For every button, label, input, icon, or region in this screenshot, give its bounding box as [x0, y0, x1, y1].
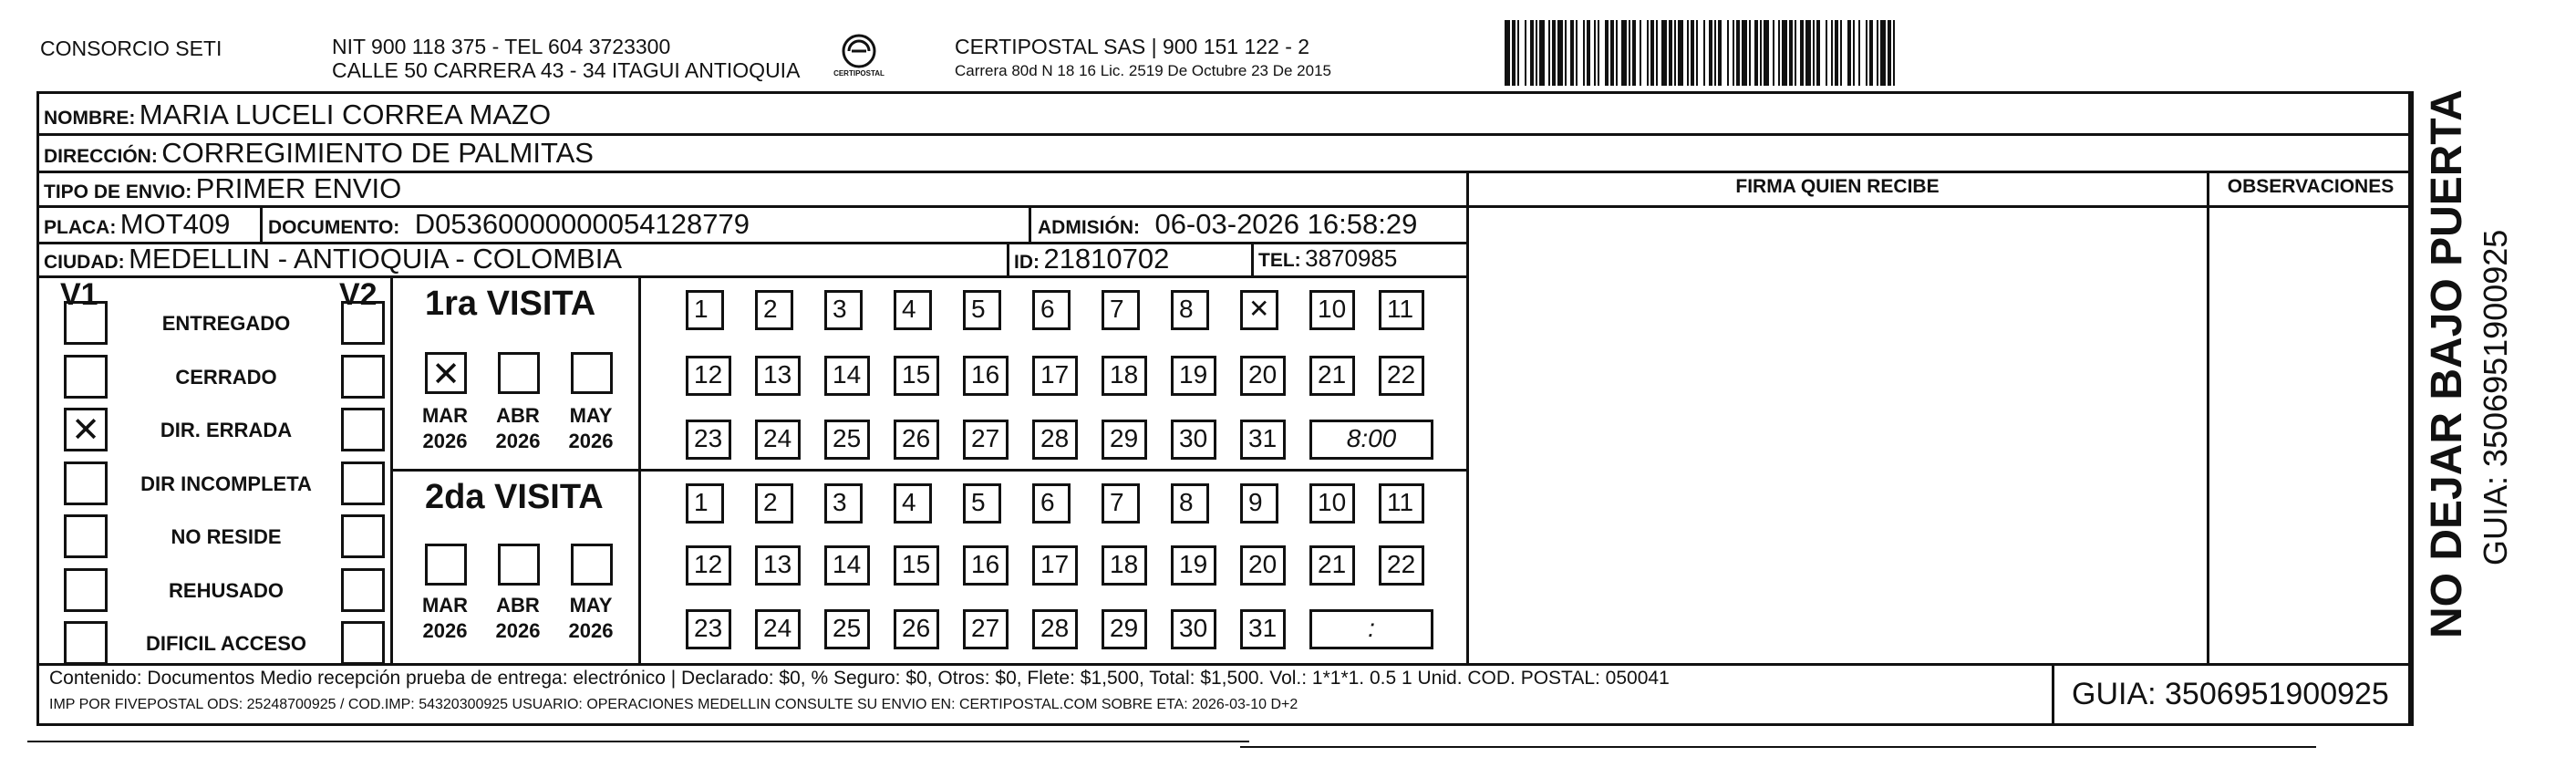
second-visit-day-26[interactable]: 26 — [894, 609, 939, 649]
logo-text: CERTIPOSTAL — [833, 69, 885, 78]
check-mark-icon: ✕ — [431, 354, 460, 394]
status-label: CERRADO — [175, 366, 277, 389]
first-visit-day-24[interactable]: 24 — [755, 420, 801, 460]
first-visit-day-23[interactable]: 23 — [686, 420, 731, 460]
second-visit-day-11[interactable]: 11 — [1379, 483, 1424, 524]
second-visit-day-29[interactable]: 29 — [1102, 609, 1147, 649]
admision-field — [1038, 208, 1417, 241]
second-visit-day-28[interactable]: 28 — [1032, 609, 1078, 649]
ciudad-value: MEDELLIN - ANTIOQUIA - COLOMBIA — [129, 243, 622, 275]
first-visit-month-checkbox[interactable] — [498, 352, 540, 394]
admision-value: 06-03-2026 16:58:29 — [1154, 208, 1418, 240]
first-visit-day-18[interactable]: 18 — [1102, 356, 1147, 396]
first-visit-day-13[interactable]: 13 — [755, 356, 801, 396]
second-visit-day-20[interactable]: 20 — [1240, 545, 1286, 586]
documento-value: D05360000000054128779 — [414, 208, 750, 240]
admision-label: ADMISIÓN: — [1038, 217, 1140, 238]
status-label: REHUSADO — [169, 579, 284, 602]
v1-checkbox[interactable] — [64, 301, 108, 345]
ciudad-label: CIUDAD: — [44, 252, 125, 273]
company-name: CONSORCIO SETI — [40, 36, 222, 60]
second-visit-day-30[interactable]: 30 — [1171, 609, 1216, 649]
first-visit-day-10[interactable]: 10 — [1309, 290, 1355, 330]
observaciones-header: OBSERVACIONES — [2227, 176, 2395, 197]
second-visit-day-8[interactable]: 8 — [1171, 483, 1209, 524]
first-visit-day-31[interactable]: 31 — [1240, 420, 1286, 460]
second-visit-month-label: ABR — [496, 594, 540, 617]
first-visit-year-label: 2026 — [422, 430, 468, 452]
id-field — [1014, 243, 1169, 275]
v1-checkbox[interactable] — [64, 568, 108, 612]
first-visit-day-8[interactable]: 8 — [1171, 290, 1209, 330]
first-visit-day-6[interactable]: 6 — [1032, 290, 1071, 330]
second-visit-month-checkbox[interactable] — [498, 544, 540, 586]
footer-print-info: IMP POR FIVEPOSTAL ODS: 25248700925 / COD.IMP: 54320300925 USUARIO: OPERACIONES MEDELLIN CONSULTE SU ENVIO EN: CERTIPOSTAL.COM SOBRE ETA: 2026-03-10 D+2 — [49, 697, 1298, 712]
first-visit-day-22[interactable]: 22 — [1379, 356, 1424, 396]
second-visit-day-15[interactable]: 15 — [894, 545, 939, 586]
second-visit-day-25[interactable]: 25 — [824, 609, 870, 649]
second-visit-day-23[interactable]: 23 — [686, 609, 731, 649]
direccion-value: CORREGIMIENTO DE PALMITAS — [161, 137, 594, 169]
second-visit-year-label: 2026 — [495, 619, 541, 642]
direccion-row — [44, 137, 594, 170]
check-mark-icon: ✕ — [71, 410, 100, 450]
status-label: DIFICIL ACCESO — [145, 632, 306, 655]
first-visit-title: 1ra VISITA — [425, 285, 596, 323]
address-line: CALLE 50 CARRERA 43 - 34 ITAGUI ANTIOQUIA — [332, 58, 801, 82]
side-warning: NO DEJAR BAJO PUERTA — [2423, 89, 2471, 638]
barcode — [1505, 20, 2207, 86]
first-visit-day-1[interactable]: 1 — [686, 290, 724, 330]
status-label: ENTREGADO — [161, 312, 291, 335]
firma-header: FIRMA QUIEN RECIBE — [1735, 176, 1940, 197]
nit-line: NIT 900 118 375 - TEL 604 3723300 — [332, 35, 671, 58]
first-visit-day-26[interactable]: 26 — [894, 420, 939, 460]
first-visit-day-30[interactable]: 30 — [1171, 420, 1216, 460]
status-label: DIR. ERRADA — [160, 419, 293, 441]
first-visit-day-11[interactable]: 11 — [1379, 290, 1424, 330]
second-visit-day-13[interactable]: 13 — [755, 545, 801, 586]
second-visit-title: 2da VISITA — [425, 478, 604, 516]
v1-checkbox[interactable] — [64, 461, 108, 505]
v1-checkbox[interactable] — [64, 408, 108, 451]
first-visit-day-15[interactable]: 15 — [894, 356, 939, 396]
second-visit-day-18[interactable]: 18 — [1102, 545, 1147, 586]
second-visit-day-9[interactable]: 9 — [1240, 483, 1278, 524]
first-visit-month-label: MAR — [421, 404, 469, 427]
second-visit-day-4[interactable]: 4 — [894, 483, 932, 524]
second-visit-month-checkbox[interactable] — [571, 544, 613, 586]
v1-checkbox[interactable] — [64, 355, 108, 399]
v2-checkbox[interactable] — [341, 568, 385, 612]
second-visit-day-24[interactable]: 24 — [755, 609, 801, 649]
second-visit-day-22[interactable]: 22 — [1379, 545, 1424, 586]
first-visit-day-20[interactable]: 20 — [1240, 356, 1286, 396]
second-visit-day-27[interactable]: 27 — [963, 609, 1009, 649]
v2-checkbox[interactable] — [341, 514, 385, 558]
nombre-row — [44, 99, 551, 131]
first-visit-day-27[interactable]: 27 — [963, 420, 1009, 460]
first-visit-day-5[interactable]: 5 — [963, 290, 1001, 330]
second-visit-month-label: MAR — [421, 594, 469, 617]
tipo-envio-row — [44, 172, 401, 205]
tipo-envio-label: TIPO DE ENVIO: — [44, 181, 192, 202]
second-visit-day-2[interactable]: 2 — [755, 483, 793, 524]
tipo-envio-value: PRIMER ENVIO — [195, 172, 402, 204]
status-label: NO RESIDE — [171, 525, 282, 548]
first-visit-month-label: MAY — [569, 404, 613, 427]
first-visit-month-checkbox[interactable] — [425, 352, 467, 394]
first-visit-day-29[interactable]: 29 — [1102, 420, 1147, 460]
second-visit-day-14[interactable]: 14 — [824, 545, 870, 586]
v2-checkbox[interactable] — [341, 408, 385, 451]
tel-field — [1258, 244, 1397, 273]
v2-checkbox[interactable] — [341, 461, 385, 505]
first-visit-day-3[interactable]: 3 — [824, 290, 863, 330]
second-visit-day-3[interactable]: 3 — [824, 483, 863, 524]
first-visit-time-box[interactable]: 8:00 — [1309, 420, 1433, 460]
first-visit-day-4[interactable]: 4 — [894, 290, 932, 330]
second-visit-day-19[interactable]: 19 — [1171, 545, 1216, 586]
first-visit-day-16[interactable]: 16 — [963, 356, 1009, 396]
placa-value: MOT409 — [119, 208, 231, 240]
v2-checkbox[interactable] — [341, 301, 385, 345]
nombre-label: NOMBRE: — [44, 108, 136, 129]
footer-guia: GUIA: 3506951900925 — [2072, 677, 2389, 711]
first-visit-year-label: 2026 — [495, 430, 541, 452]
v2-checkbox[interactable] — [341, 355, 385, 399]
second-visit-day-16[interactable]: 16 — [963, 545, 1009, 586]
second-visit-day-31[interactable]: 31 — [1240, 609, 1286, 649]
first-visit-day-17[interactable]: 17 — [1032, 356, 1078, 396]
first-visit-day-12[interactable]: 12 — [686, 356, 731, 396]
ciudad-field — [44, 243, 622, 275]
id-value: 21810702 — [1043, 243, 1170, 275]
first-visit-day-7[interactable]: 7 — [1102, 290, 1140, 330]
first-visit-year-label: 2026 — [568, 430, 614, 452]
v2-checkbox[interactable] — [341, 621, 385, 665]
footer-content: Contenido: Documentos Medio recepción prueba de entrega: electrónico | Declarado: $0, % Seguro: $0, Otros: $0, Flete: $1,500, Total: $1,500. Vol.: 1*1*1. 0.5 1 Unid. COD. POSTAL: 050041 — [49, 668, 1670, 689]
placa-field — [44, 208, 230, 241]
status-label: DIR INCOMPLETA — [140, 472, 312, 495]
v1-label: V1 — [60, 277, 98, 312]
second-visit-day-1[interactable]: 1 — [686, 483, 724, 524]
id-label: ID: — [1014, 252, 1040, 273]
documento-field — [268, 208, 750, 241]
v1-checkbox[interactable] — [64, 514, 108, 558]
second-visit-year-label: 2026 — [568, 619, 614, 642]
first-visit-day-14[interactable]: 14 — [824, 356, 870, 396]
first-visit-day-2[interactable]: 2 — [755, 290, 793, 330]
direccion-label: DIRECCIÓN: — [44, 146, 158, 167]
side-guia: GUIA: 3506951900925 — [2477, 229, 2514, 565]
tel-value: 3870985 — [1305, 244, 1398, 272]
certipostal-logo — [835, 33, 883, 88]
placa-label: PLACA: — [44, 217, 117, 238]
certipostal-license: Carrera 80d N 18 16 Lic. 2519 De Octubre 23 De 2015 — [955, 62, 1331, 79]
first-visit-month-label: ABR — [496, 404, 540, 427]
second-visit-day-17[interactable]: 17 — [1032, 545, 1078, 586]
v1-checkbox[interactable] — [64, 621, 108, 665]
certipostal-line: CERTIPOSTAL SAS | 900 151 122 - 2 — [955, 35, 1310, 58]
second-visit-day-6[interactable]: 6 — [1032, 483, 1071, 524]
first-visit-day-21[interactable]: 21 — [1309, 356, 1355, 396]
second-visit-month-label: MAY — [569, 594, 613, 617]
second-visit-year-label: 2026 — [422, 619, 468, 642]
tel-label: TEL: — [1258, 250, 1301, 271]
v2-label: V2 — [339, 277, 378, 312]
first-visit-day-9[interactable]: ✕ — [1240, 290, 1278, 330]
second-visit-month-checkbox[interactable] — [425, 544, 467, 586]
first-visit-day-28[interactable]: 28 — [1032, 420, 1078, 460]
second-visit-day-7[interactable]: 7 — [1102, 483, 1140, 524]
first-visit-day-25[interactable]: 25 — [824, 420, 870, 460]
second-visit-day-12[interactable]: 12 — [686, 545, 731, 586]
first-visit-day-19[interactable]: 19 — [1171, 356, 1216, 396]
second-visit-day-10[interactable]: 10 — [1309, 483, 1355, 524]
second-visit-day-5[interactable]: 5 — [963, 483, 1001, 524]
first-visit-month-checkbox[interactable] — [571, 352, 613, 394]
second-visit-day-21[interactable]: 21 — [1309, 545, 1355, 586]
documento-label: DOCUMENTO: — [268, 217, 400, 238]
nombre-value: MARIA LUCELI CORREA MAZO — [139, 99, 552, 130]
second-visit-time-box[interactable]: : — [1309, 609, 1433, 649]
